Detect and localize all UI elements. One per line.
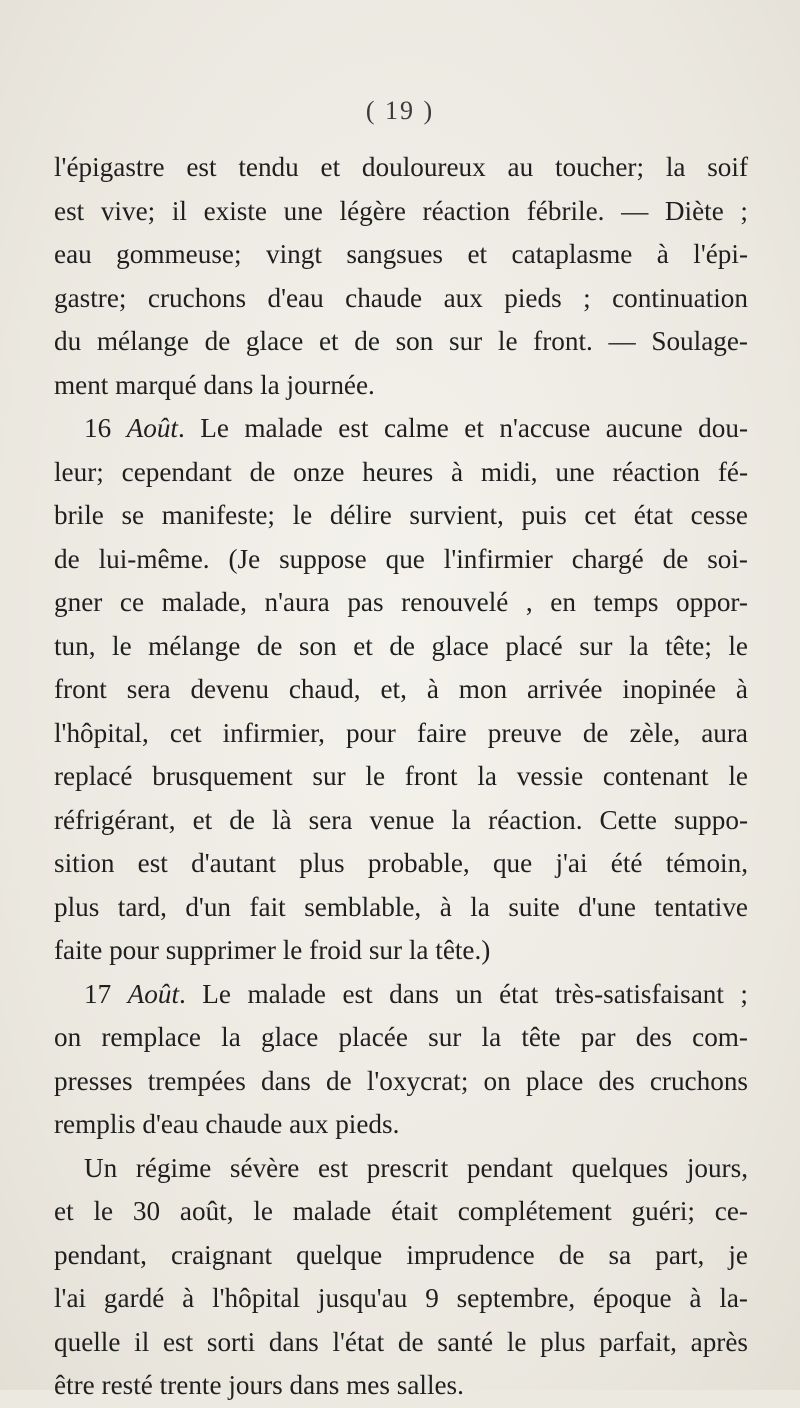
text-line: presses trempées dans de l'oxycrat; on place des cruchons [54, 1065, 748, 1096]
date-month-italic: Août [127, 978, 180, 1009]
line-rest: . Le malade est calme et n'accuse aucune dou- [178, 413, 748, 443]
text-line: plus tard, d'un fait semblable, à la suite d'une tentative [54, 891, 748, 922]
text-line: replacé brusquement sur le front la vessie contenant le [54, 761, 748, 791]
text-line: brile se manifeste; le délire survient, puis cet état cesse [54, 500, 748, 530]
text-line: et le 30 août, le malade était complétement guéri; ce- [54, 1196, 748, 1226]
text-line: du mélange de glace et de son sur le front. — Soulage- [54, 326, 748, 356]
date-month-italic: Août [126, 413, 178, 443]
text-line: quelle il est sorti dans l'état de santé le plus parfait, après [54, 1326, 748, 1357]
text-line: tun, le mélange de son et de glace placé sur la tête; le [54, 630, 748, 661]
text-line: de lui-même. (Je suppose que l'infirmier chargé de soi- [54, 543, 748, 574]
text-line: l'ai gardé à l'hôpital jusqu'au 9 septembre, époque à la- [54, 1283, 748, 1313]
text-line: faite pour supprimer le froid sur la tête.) [54, 935, 491, 965]
text-line: remplis d'eau chaude aux pieds. [54, 1109, 400, 1139]
text-line: ment marqué dans la journée. [54, 369, 375, 400]
text-line: être resté trente jours dans mes salles. [54, 1370, 464, 1400]
text-line: on remplace la glace placée sur la tête par des com- [54, 1022, 748, 1052]
date-number: 17 [84, 978, 128, 1009]
text-line: front sera devenu chaud, et, à mon arrivée inopinée à [54, 674, 748, 704]
page-number: ( 19 ) [365, 96, 435, 125]
text-line: sition est d'autant plus probable, que j'ai été témoin, [54, 848, 748, 878]
text-line: est vive; il existe une légère réaction fébrile. — Diète ; [54, 195, 748, 226]
text-line: gastre; cruchons d'eau chaude aux pieds ; continuation [54, 282, 748, 313]
text-line: réfrigérant, et de là sera venue la réaction. Cette suppo- [54, 804, 748, 835]
text-line: l'épigastre est tendu et douloureux au toucher; la soif [54, 152, 748, 182]
text-line: gner ce malade, n'aura pas renouvelé , en temps oppor- [54, 587, 748, 617]
text-line: Un régime sévère est prescrit pendant quelques jours, [84, 1152, 748, 1183]
paragraph-16-aout-first-line [54, 407, 748, 451]
text-line: l'hôpital, cet infirmier, pour faire preuve de zèle, aura [54, 717, 748, 748]
paragraph-17-aout-first-line [54, 973, 748, 1017]
line-rest: . Le malade est dans un état très-satisfaisant ; [179, 978, 748, 1009]
date-number: 16 [84, 413, 127, 443]
text-line: pendant, craignant quelque imprudence de sa part, je [54, 1239, 748, 1270]
text-line: eau gommeuse; vingt sangsues et cataplasme à l'épi- [54, 239, 748, 269]
body-text [54, 146, 748, 1408]
text-line: leur; cependant de onze heures à midi, une réaction fé- [54, 456, 748, 487]
